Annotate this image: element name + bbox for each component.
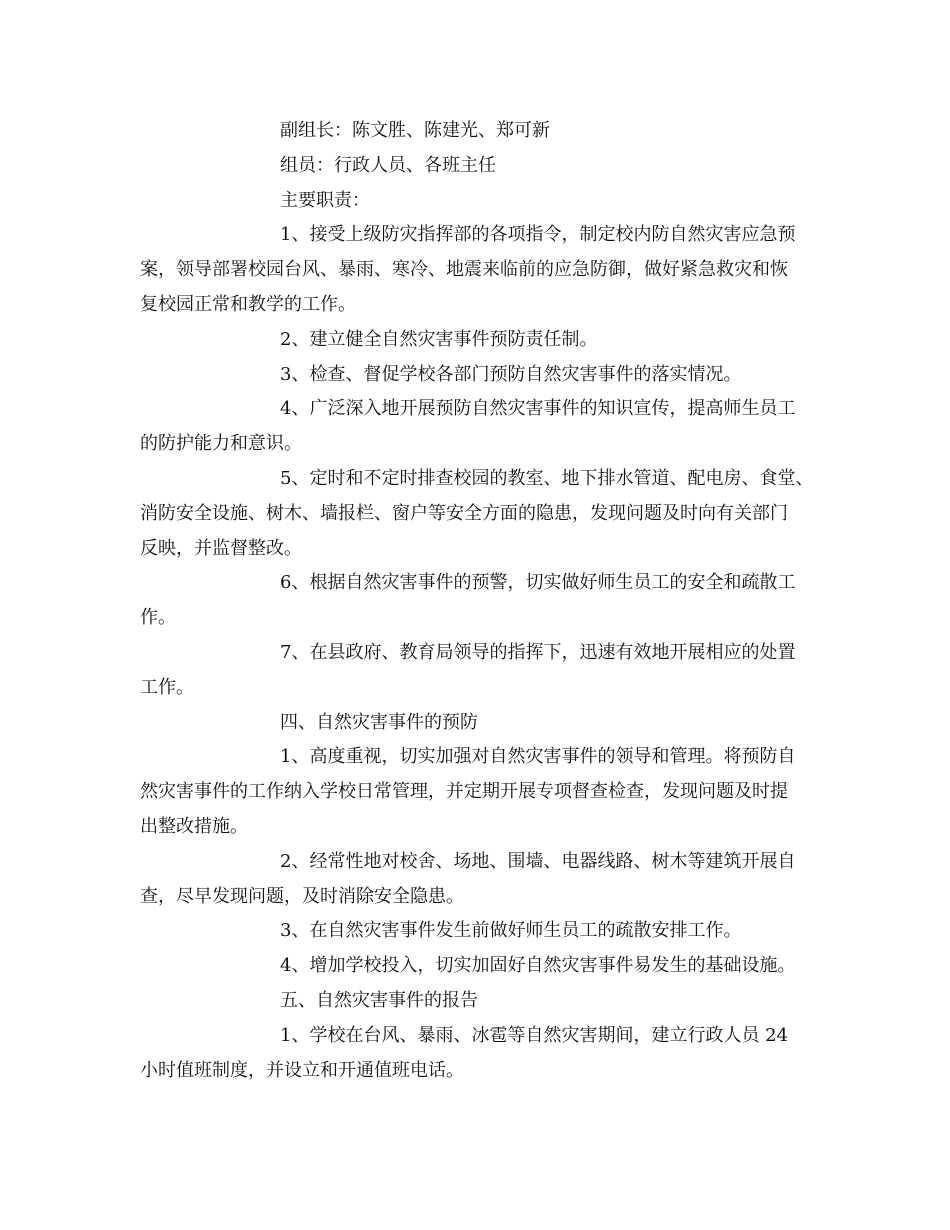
text-line: 组员：行政人员、各班主任: [280, 154, 496, 176]
text-line: 四、自然灾害事件的预防: [280, 711, 478, 733]
text-line: 1、高度重视，切实加强对自然灾害事件的领导和管理。将预防自: [280, 746, 796, 768]
text-line: 4、增加学校投入，切实加固好自然灾害事件易发生的基础设施。: [280, 955, 796, 977]
text-line: 2、经常性地对校舍、场地、围墙、电器线路、树木等建筑开展自: [280, 850, 796, 872]
text-line: 作。: [140, 607, 176, 629]
text-line: 复校园正常和教学的工作。: [140, 293, 356, 315]
text-line: 5、定时和不定时排查校园的教室、地下排水管道、配电房、食堂、: [280, 467, 814, 489]
text-line: 1、学校在台风、暴雨、冰雹等自然灾害期间，建立行政人员 24: [280, 1024, 789, 1046]
text-line: 7、在县政府、教育局领导的指挥下，迅速有效地开展相应的处置: [280, 641, 796, 663]
text-line: 4、广泛深入地开展预防自然灾害事件的知识宣传，提高师生员工: [280, 398, 796, 420]
text-line: 2、建立健全自然灾害事件预防责任制。: [280, 328, 598, 350]
text-line: 的防护能力和意识。: [140, 433, 302, 455]
text-line: 3、检查、督促学校各部门预防自然灾害事件的落实情况。: [280, 363, 742, 385]
text-line: 查，尽早发现问题，及时消除安全隐患。: [140, 885, 464, 907]
document-body: [140, 114, 812, 1088]
text-line: 小时值班制度，并设立和开通值班电话。: [140, 1059, 464, 1081]
text-line: 6、根据自然灾害事件的预警，切实做好师生员工的安全和疏散工: [280, 572, 796, 594]
text-line: 反映，并监督整改。: [140, 537, 302, 559]
text-line: 案，领导部署校园台风、暴雨、寒冷、地震来临前的应急防御，做好紧急救灾和恢: [140, 259, 788, 281]
text-line: 副组长：陈文胜、陈建光、郑可新: [280, 120, 550, 141]
text-line: 1、接受上级防灾指挥部的各项指令，制定校内防自然灾害应急预: [280, 224, 796, 246]
text-line: 出整改措施。: [140, 815, 248, 837]
text-line: 3、在自然灾害事件发生前做好师生员工的疏散安排工作。: [280, 920, 742, 942]
text-line: 主要职责：: [280, 189, 370, 211]
text-line: 然灾害事件的工作纳入学校日常管理，并定期开展专项督查检查，发现问题及时提: [140, 781, 788, 803]
text-line: 五、自然灾害事件的报告: [280, 989, 478, 1011]
text-line: 工作。: [140, 676, 194, 698]
text-line: 消防安全设施、树木、墙报栏、窗户等安全方面的隐患，发现问题及时向有关部门: [140, 502, 788, 524]
